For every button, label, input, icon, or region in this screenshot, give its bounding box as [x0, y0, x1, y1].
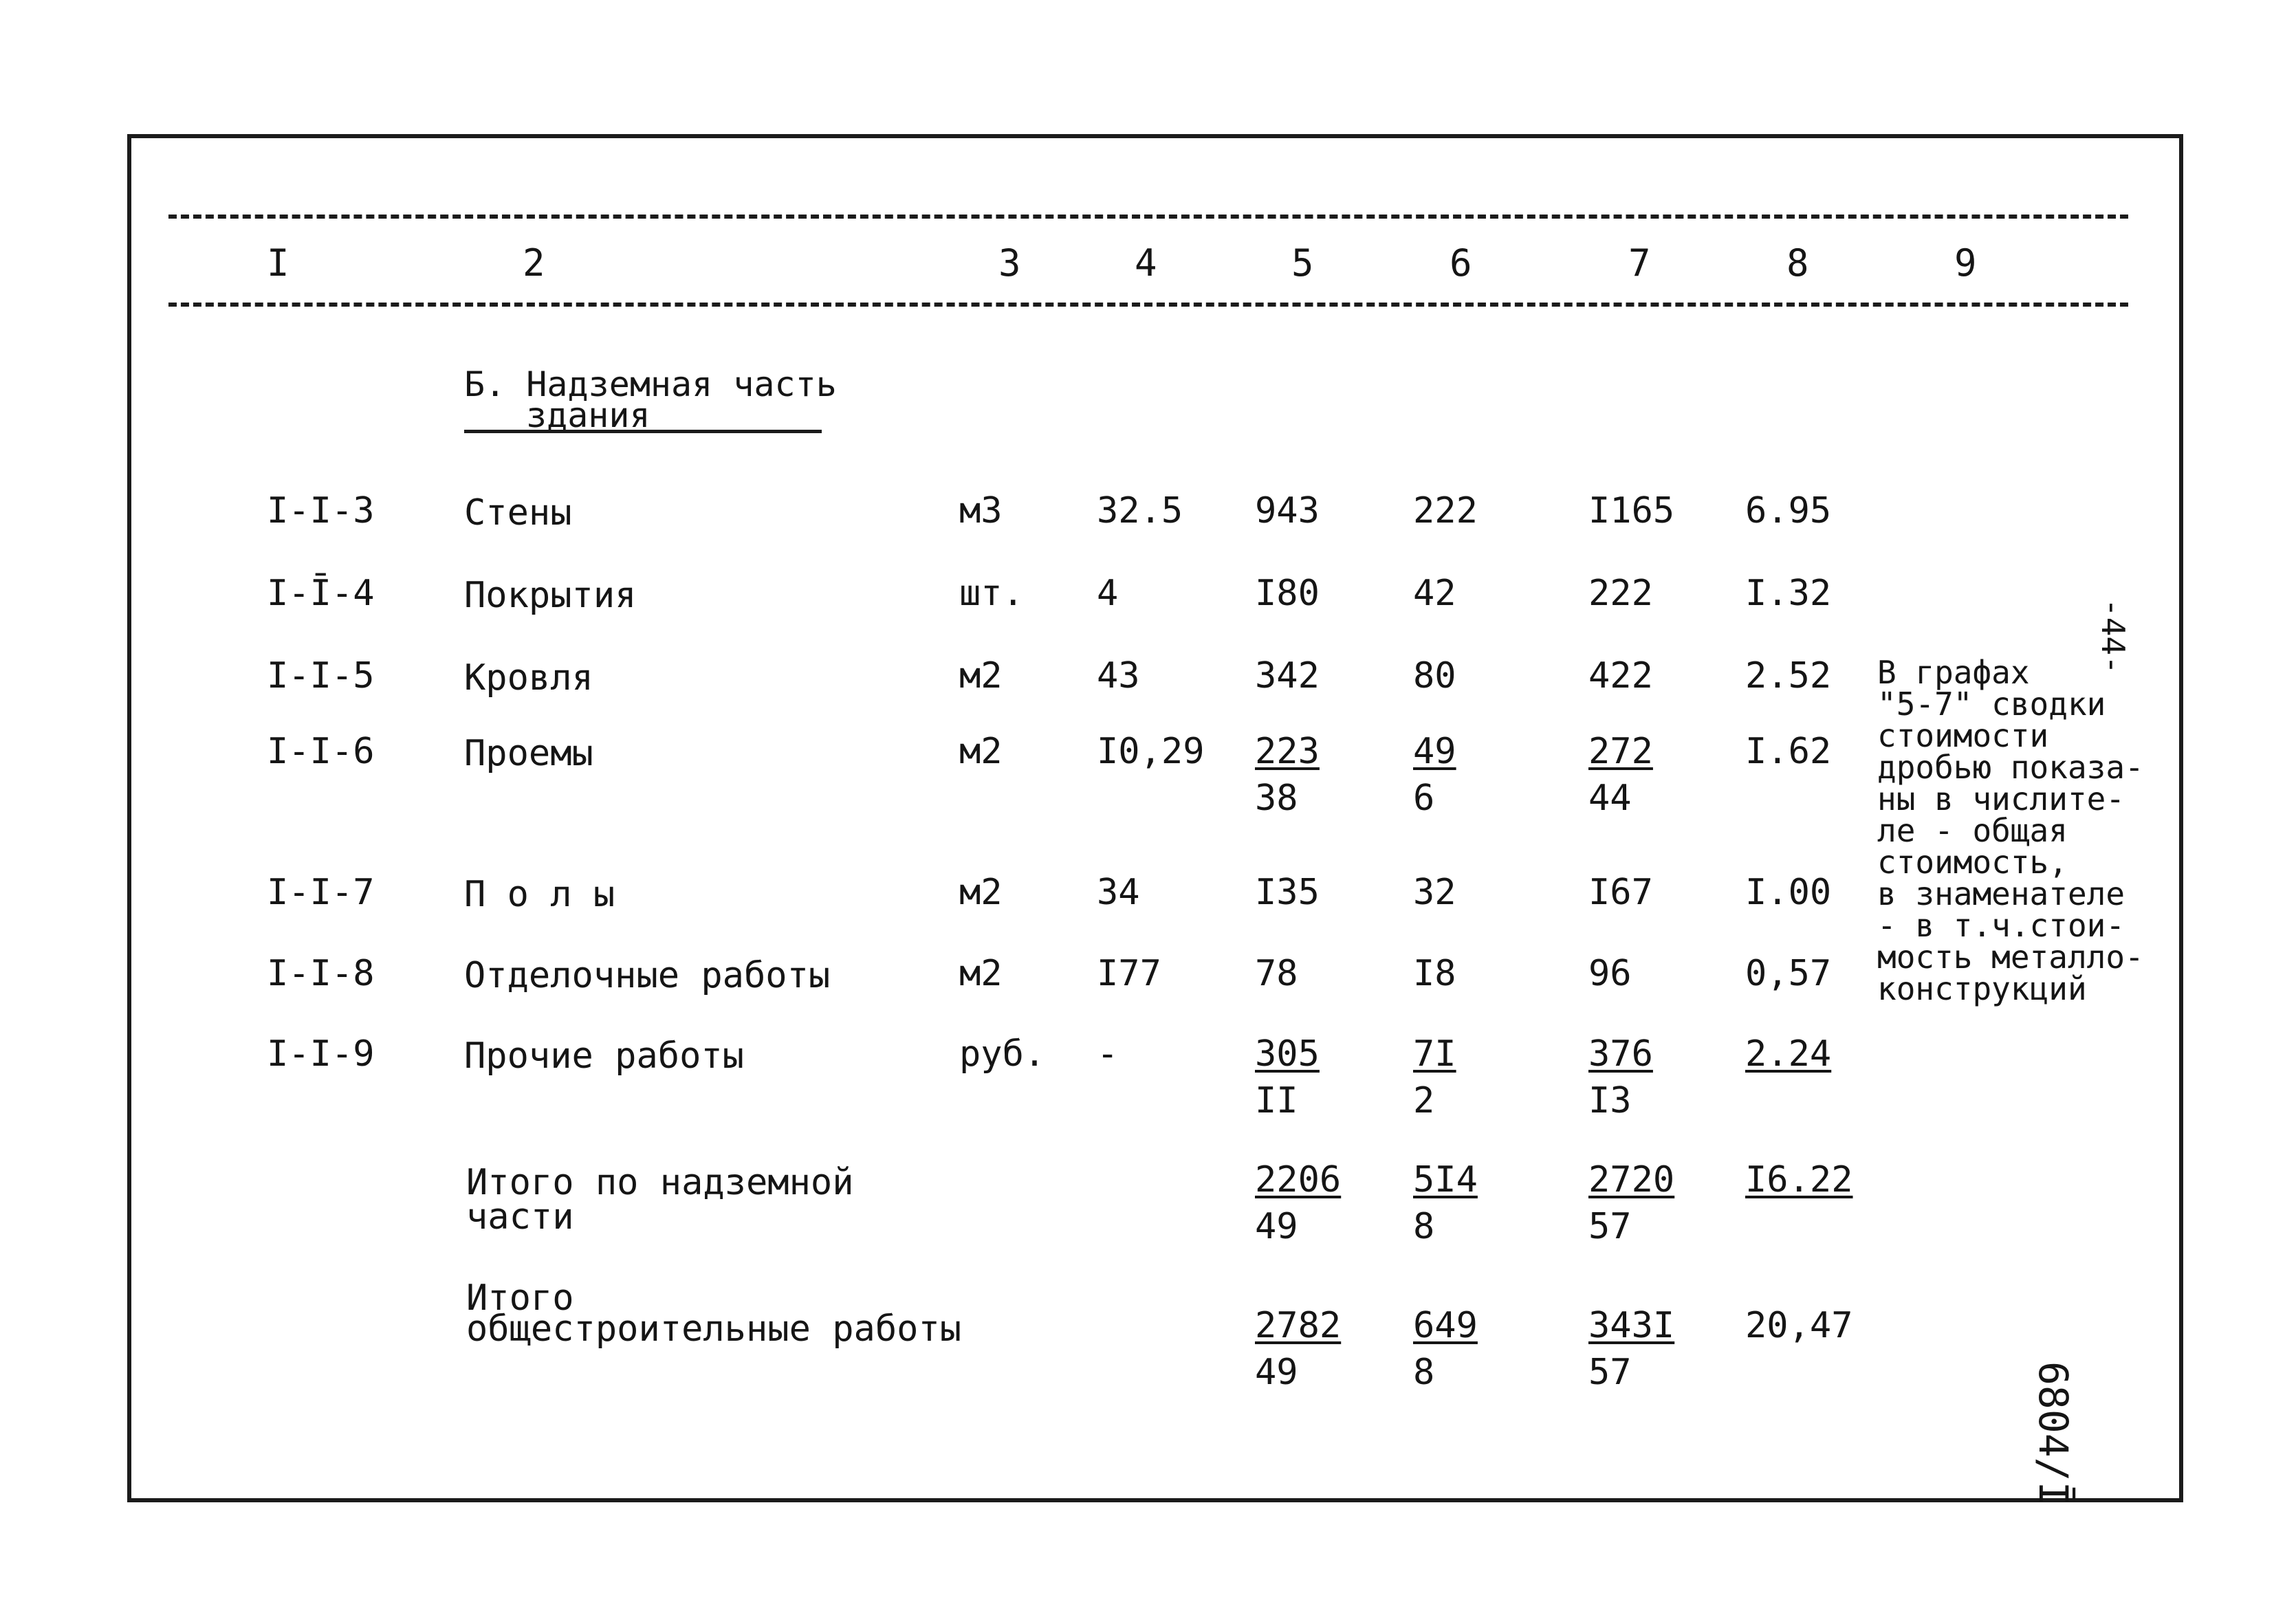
col-header-8: 8	[1786, 241, 1809, 285]
row-col5-denominator: 38	[1255, 778, 1298, 819]
row-code: I-I-3	[267, 490, 375, 531]
row-col7: I67	[1588, 872, 1653, 913]
total-col6-numerator: 649	[1413, 1305, 1478, 1346]
total-col7-denominator: 57	[1588, 1206, 1632, 1247]
row-col6-numerator: 7I	[1413, 1033, 1456, 1075]
row-name: Прочие работы	[464, 1035, 744, 1077]
col-header-7: 7	[1628, 241, 1651, 285]
row-col7: I165	[1588, 490, 1675, 531]
row-col7-denominator: 44	[1588, 778, 1632, 819]
total-col5-numerator: 2206	[1255, 1159, 1342, 1200]
row-col6: I8	[1413, 953, 1456, 994]
total-col6-denominator: 8	[1413, 1352, 1435, 1393]
row-qty: I0,29	[1097, 731, 1205, 772]
row-col8: I.62	[1745, 731, 1832, 772]
row-col8: 2.24	[1745, 1033, 1832, 1075]
col-header-6: 6	[1450, 241, 1472, 285]
row-col7: 422	[1588, 655, 1653, 696]
col-header-4: 4	[1135, 241, 1157, 285]
row-col8: 6.95	[1745, 490, 1832, 531]
total-label-line2: общестроительные работы	[466, 1308, 962, 1350]
row-code: I-I-6	[267, 731, 375, 772]
row-col5: 943	[1255, 490, 1320, 531]
row-col8: 2.52	[1745, 655, 1832, 696]
document-frame	[127, 134, 2183, 1502]
remark-note: В графах "5-7" сводки стоимости дробью показа- ны в числите- ле - общая стоимость, в знаменателе - в т.ч.стои- мость металло- конструкций	[1877, 654, 2144, 1007]
row-col5: I80	[1255, 573, 1320, 614]
total-col7-numerator: 343I	[1588, 1305, 1675, 1346]
row-name: П о л ы	[464, 874, 615, 915]
header-bottom-rule	[168, 303, 2128, 307]
row-code: I-I-8	[267, 953, 375, 994]
row-col5: 342	[1255, 655, 1320, 696]
row-qty: I77	[1097, 953, 1161, 994]
col-header-2: 2	[523, 241, 545, 285]
page-number: -44-	[2095, 598, 2132, 674]
total-col5-denominator: 49	[1255, 1206, 1298, 1247]
row-name: Кровля	[464, 657, 593, 699]
row-col8: I.32	[1745, 573, 1832, 614]
row-code: I-I-7	[267, 872, 375, 913]
total-col5-denominator: 49	[1255, 1352, 1298, 1393]
row-qty: 43	[1097, 655, 1140, 696]
row-code: I-I-5	[267, 655, 375, 696]
row-col7: 222	[1588, 573, 1653, 614]
row-col5: 78	[1255, 953, 1298, 994]
section-title-line2: здания	[526, 395, 651, 435]
col-header-3: 3	[998, 241, 1021, 285]
row-name: Отделочные работы	[464, 955, 831, 996]
row-unit: м2	[959, 731, 1003, 772]
row-col5-numerator: 223	[1255, 731, 1320, 772]
document-number: 6804/Ī	[2030, 1361, 2077, 1506]
row-col6: 42	[1413, 573, 1456, 614]
row-unit: м2	[959, 655, 1003, 696]
row-col8: 0,57	[1745, 953, 1832, 994]
row-col6-denominator: 2	[1413, 1080, 1435, 1121]
row-name: Стены	[464, 492, 572, 534]
row-col8: I.00	[1745, 872, 1832, 913]
section-title-line1: Б. Надземная часть	[464, 364, 837, 404]
total-col6-numerator: 5I4	[1413, 1159, 1478, 1200]
col-header-1: I	[267, 241, 289, 285]
header-top-rule	[168, 215, 2128, 219]
row-qty: -	[1097, 1033, 1119, 1075]
row-unit: м2	[959, 872, 1003, 913]
total-col6-denominator: 8	[1413, 1206, 1435, 1247]
row-unit: шт.	[959, 573, 1024, 614]
row-col6: 80	[1413, 655, 1456, 696]
total-col8: I6.22	[1745, 1159, 1853, 1200]
total-label-line1: Итого	[466, 1277, 574, 1319]
row-col5: I35	[1255, 872, 1320, 913]
row-unit: м2	[959, 953, 1003, 994]
row-col7-denominator: I3	[1588, 1080, 1632, 1121]
row-unit: руб.	[959, 1033, 1046, 1075]
row-col5-numerator: 305	[1255, 1033, 1320, 1075]
row-col6-denominator: 6	[1413, 778, 1435, 819]
row-qty: 4	[1097, 573, 1119, 614]
row-col6: 222	[1413, 490, 1478, 531]
row-qty: 32.5	[1097, 490, 1183, 531]
row-col5-denominator: II	[1255, 1080, 1298, 1121]
col-header-9: 9	[1954, 241, 1977, 285]
row-name: Покрытия	[464, 575, 637, 616]
row-code: I-Ī-4	[267, 573, 375, 614]
row-unit: м3	[959, 490, 1003, 531]
row-code: I-I-9	[267, 1033, 375, 1075]
row-col6-numerator: 49	[1413, 731, 1456, 772]
total-label-line1: Итого по надземной	[466, 1162, 854, 1203]
row-col7: 96	[1588, 953, 1632, 994]
section-title-underline	[464, 430, 822, 433]
col-header-5: 5	[1291, 241, 1314, 285]
row-col6: 32	[1413, 872, 1456, 913]
row-qty: 34	[1097, 872, 1140, 913]
total-col7-numerator: 2720	[1588, 1159, 1675, 1200]
total-label-line2: части	[466, 1196, 574, 1238]
total-col8: 20,47	[1745, 1305, 1853, 1346]
row-col7-numerator: 272	[1588, 731, 1653, 772]
row-col7-numerator: 376	[1588, 1033, 1653, 1075]
total-col7-denominator: 57	[1588, 1352, 1632, 1393]
row-name: Проемы	[464, 733, 593, 774]
total-col5-numerator: 2782	[1255, 1305, 1342, 1346]
